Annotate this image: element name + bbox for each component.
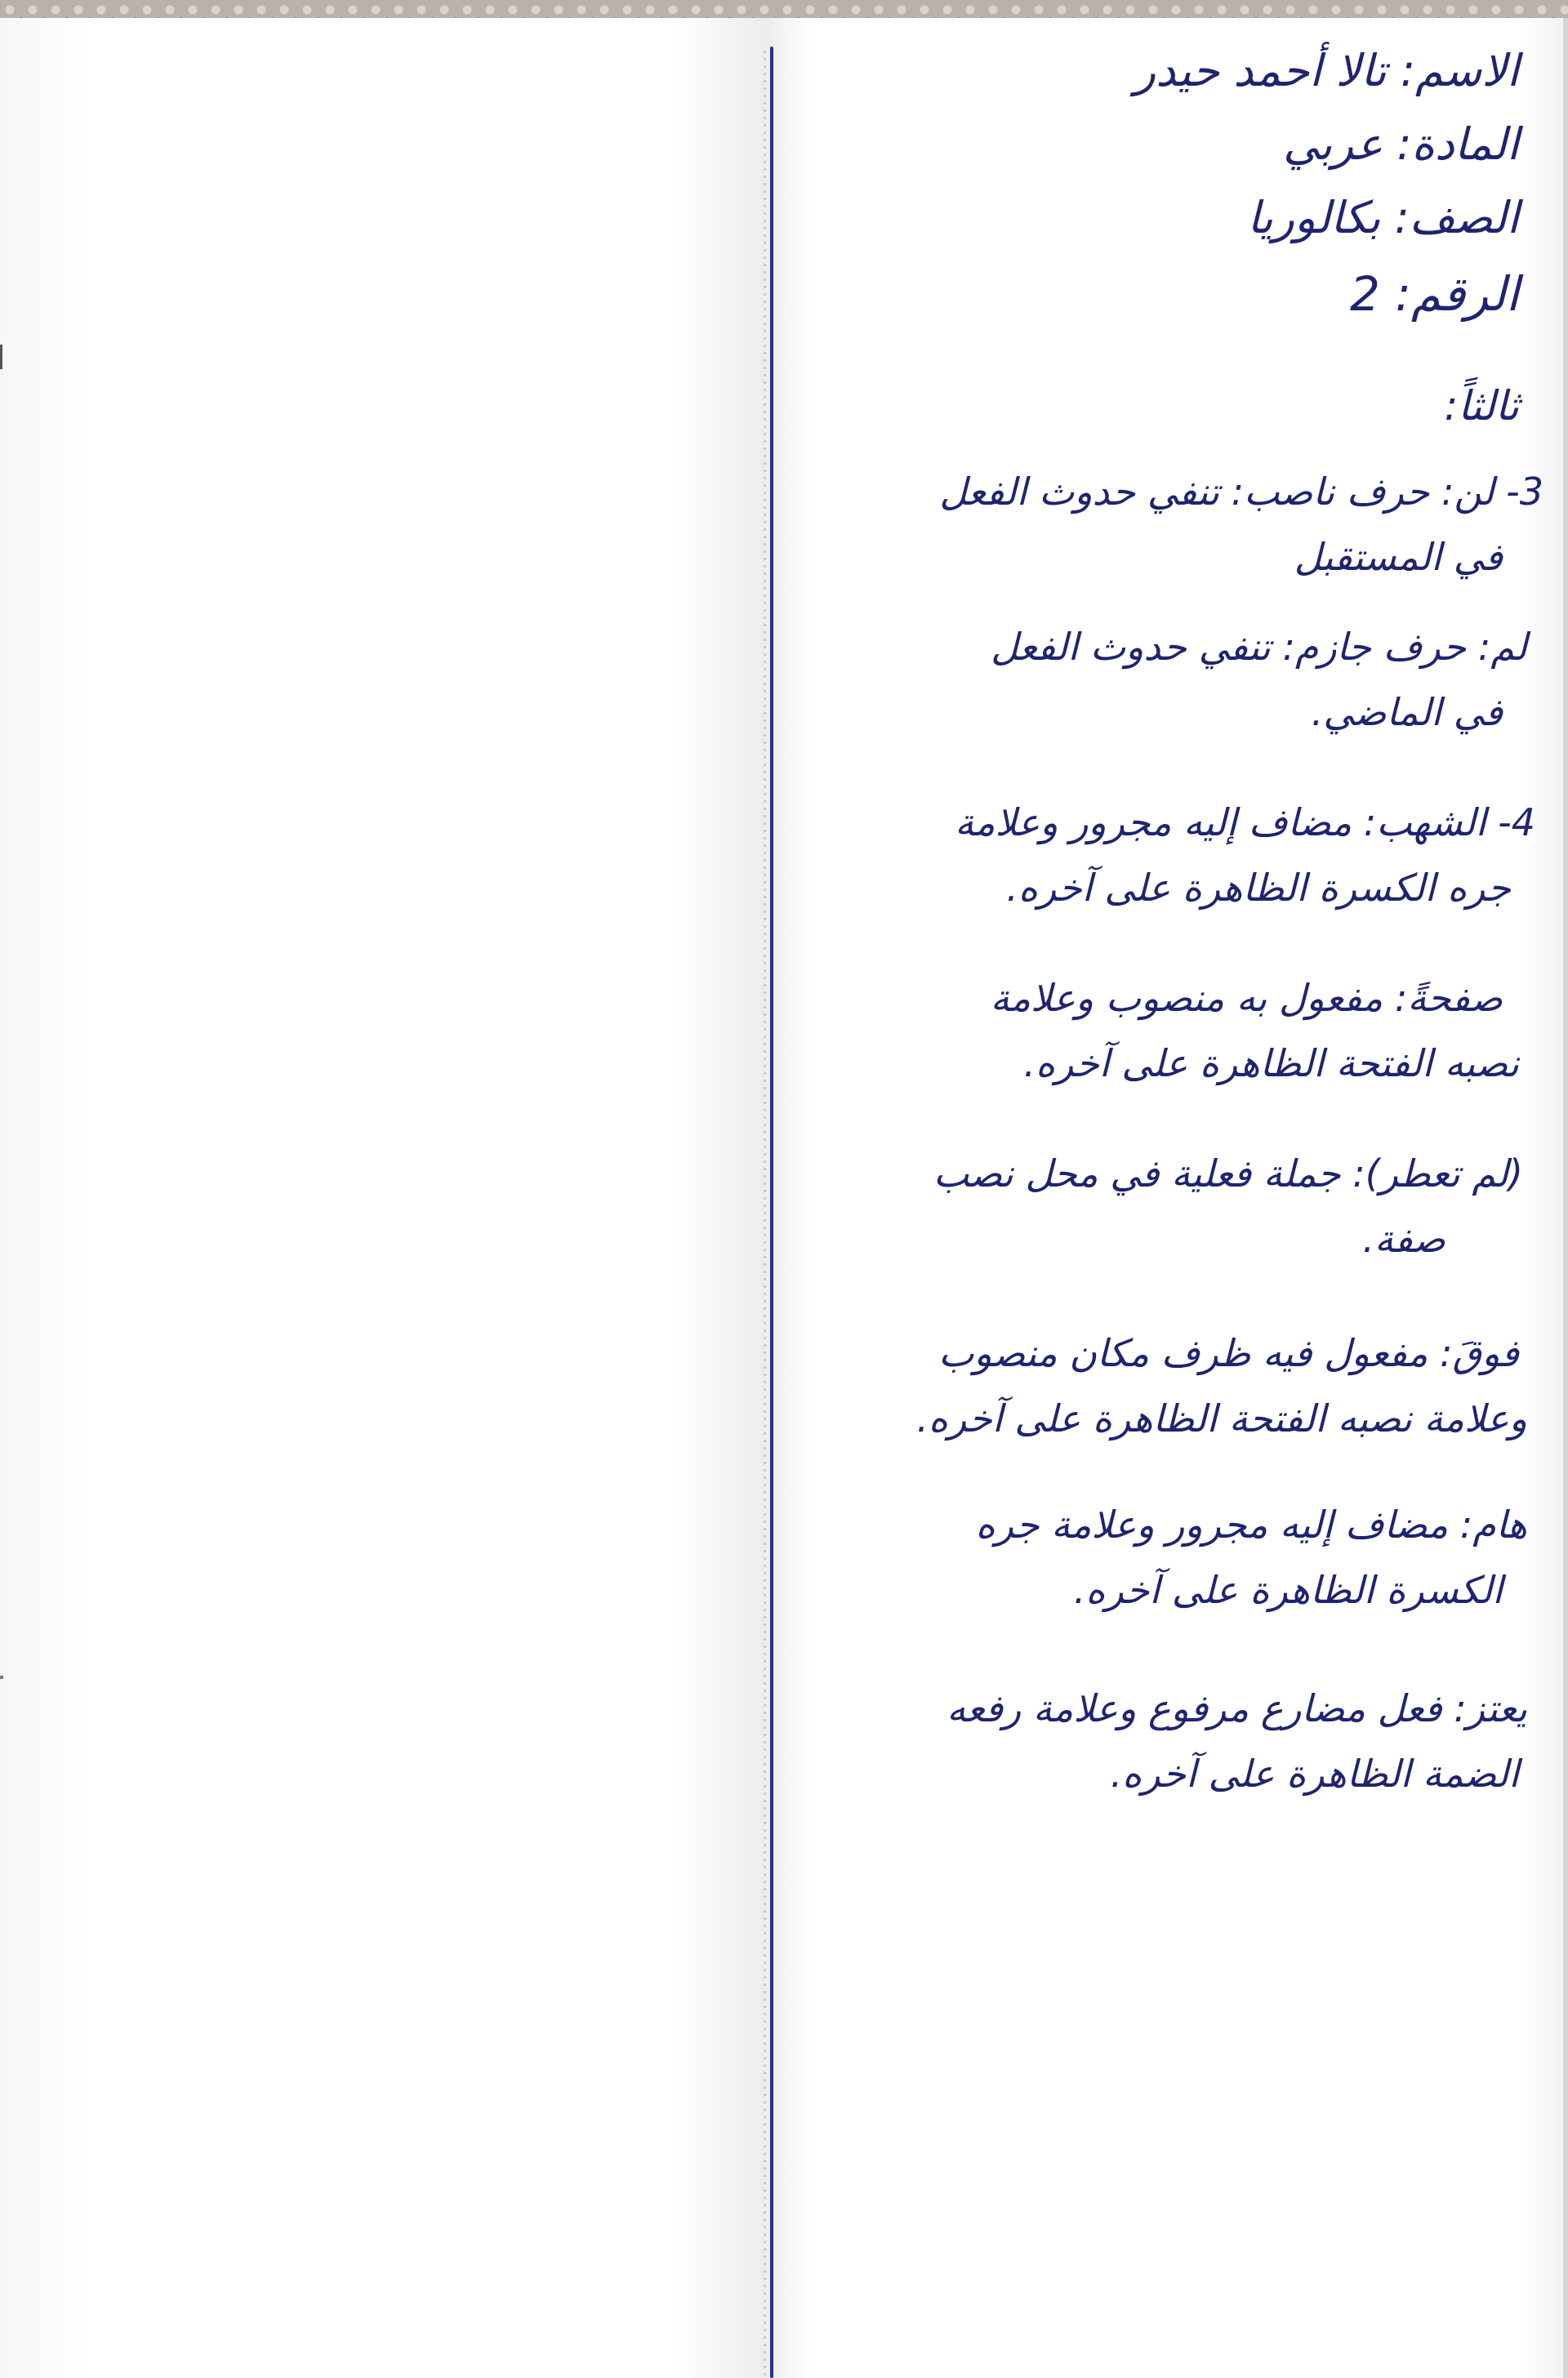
student-name: الاسم: تالا أحمد حيدر — [1134, 45, 1519, 96]
answer-line: 4- الشهب: مضاف إليه مجرور وعلامة — [955, 800, 1535, 844]
answer-line: الضمة الظاهرة على آخره. — [1110, 1752, 1519, 1796]
answer-line: هام: مضاف إليه مجرور وعلامة جره — [975, 1503, 1527, 1547]
right-page-answers — [764, 18, 1568, 2378]
binding-mark — [0, 345, 2, 369]
section-title: ثالثاً: — [1444, 382, 1519, 430]
binding-perforation — [764, 51, 766, 2378]
answer-line: صفة. — [1362, 1217, 1446, 1261]
answer-line: الكسرة الظاهرة على آخره. — [1073, 1568, 1503, 1612]
answer-line: (لم تعطر): جملة فعلية في محل نصب — [933, 1151, 1523, 1196]
margin-line — [770, 47, 773, 2378]
page-edge — [1563, 18, 1568, 2378]
answer-line: جره الكسرة الظاهرة على آخره. — [1006, 866, 1511, 910]
left-page-blank — [0, 18, 764, 2378]
answer-line: 3- لن: حرف ناصب: تنفي حدوث الفعل — [939, 470, 1544, 514]
answer-line: صفحةً: مفعول به منصوب وعلامة — [990, 976, 1503, 1020]
answer-line: يعتز: فعل مضارع مرفوع وعلامة رفعه — [947, 1686, 1527, 1730]
answer-line: فوقَ: مفعول فيه ظرف مكان منصوب — [938, 1331, 1519, 1375]
number-line: الرقم: 2 — [1350, 266, 1519, 322]
class-line: الصف: بكالوريا — [1247, 192, 1519, 243]
notebook-spread — [0, 18, 1568, 2378]
answer-line: في المستقبل — [1294, 535, 1503, 579]
answer-line: لم: حرف جازم: تنفي حدوث الفعل — [991, 625, 1527, 669]
answer-line: في الماضي. — [1311, 690, 1503, 734]
binding-mark — [0, 1676, 3, 1679]
answer-line: نصبه الفتحة الظاهرة على آخره. — [1023, 1041, 1519, 1085]
answer-line: وعلامة نصبه الفتحة الظاهرة على آخره. — [916, 1396, 1527, 1441]
subject-line: المادة: عربي — [1283, 118, 1519, 170]
